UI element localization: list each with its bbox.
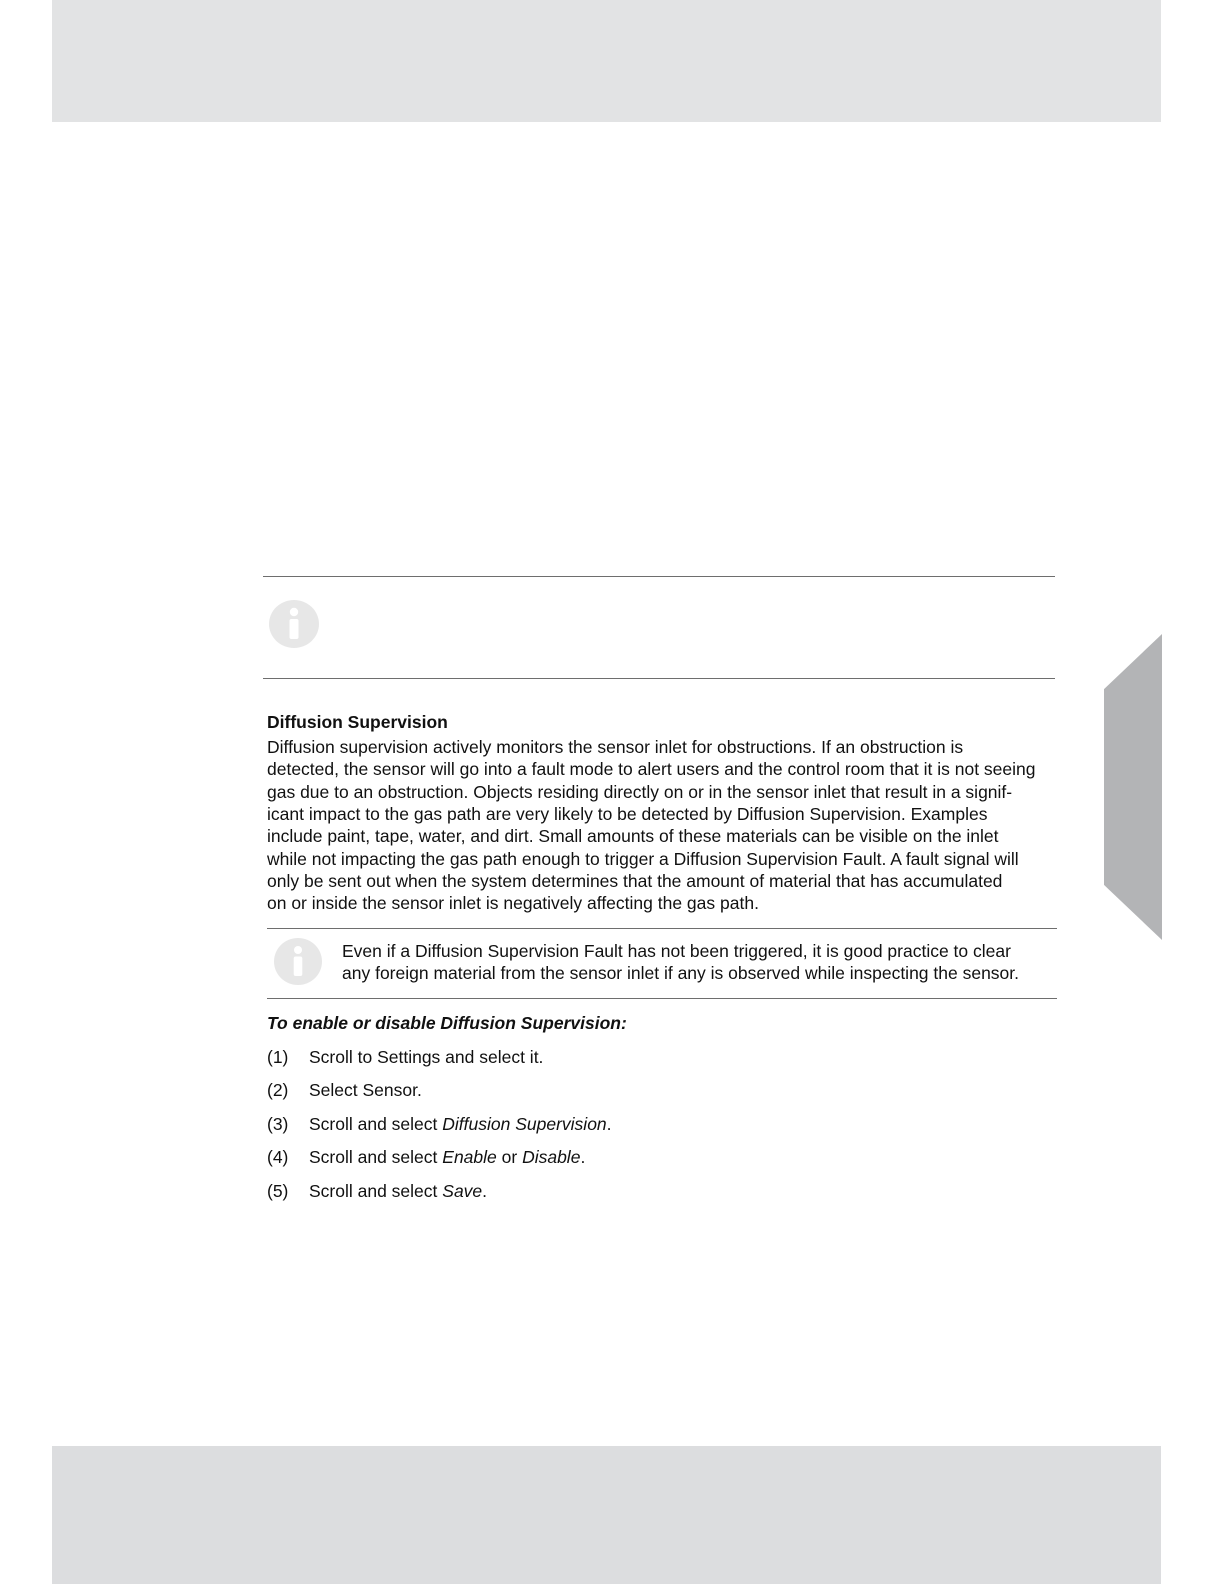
step-number: (4): [267, 1147, 289, 1167]
step-text: Scroll and select Diffusion Supervision.: [309, 1114, 612, 1134]
info-icon: [274, 938, 322, 985]
note-text-line: Even if a Diffusion Supervision Fault has not been triggered, it is good practice to clear: [342, 941, 1011, 961]
procedure-heading: To enable or disable Diffusion Supervision:: [267, 1013, 627, 1033]
body-text-line: icant impact to the gas path are very likely to be detected by Diffusion Supervision. Examples: [267, 804, 988, 824]
info-icon: [269, 600, 319, 648]
step-number: (3): [267, 1114, 289, 1134]
section-heading: Diffusion Supervision: [267, 712, 448, 732]
upper-note-bottom-rule: [263, 678, 1055, 679]
upper-note-top-rule: [263, 576, 1055, 577]
step-text: Select Sensor.: [309, 1080, 422, 1100]
chapter-side-tab: [1104, 634, 1162, 940]
note-bottom-rule: [267, 998, 1057, 999]
body-text-line: while not impacting the gas path enough to trigger a Diffusion Supervision Fault. A fault signal will: [267, 849, 1019, 869]
body-text-line: only be sent out when the system determines that the amount of material that has accumulated: [267, 871, 1003, 891]
step-text: Scroll to Settings and select it.: [309, 1047, 544, 1067]
page-footer-band: [52, 1446, 1161, 1584]
note-text-line: any foreign material from the sensor inlet if any is observed while inspecting the sensor.: [342, 963, 1020, 983]
step-number: (2): [267, 1080, 289, 1100]
page-header-band: [52, 0, 1161, 122]
body-text-line: detected, the sensor will go into a fault mode to alert users and the control room that it is not seeing: [267, 759, 1036, 779]
step-number: (1): [267, 1047, 289, 1067]
note-top-rule: [267, 928, 1057, 929]
step-text: Scroll and select Enable or Disable.: [309, 1147, 586, 1167]
step-number: (5): [267, 1181, 289, 1201]
body-text-line: include paint, tape, water, and dirt. Small amounts of these materials can be visible on the inlet: [267, 826, 999, 846]
body-text-line: gas due to an obstruction. Objects residing directly on or in the sensor inlet that result in a signif-: [267, 782, 1013, 802]
body-text-line: on or inside the sensor inlet is negatively affecting the gas path.: [267, 893, 759, 913]
step-text: Scroll and select Save.: [309, 1181, 488, 1201]
body-text-line: Diffusion supervision actively monitors the sensor inlet for obstructions. If an obstruction is: [267, 737, 964, 757]
